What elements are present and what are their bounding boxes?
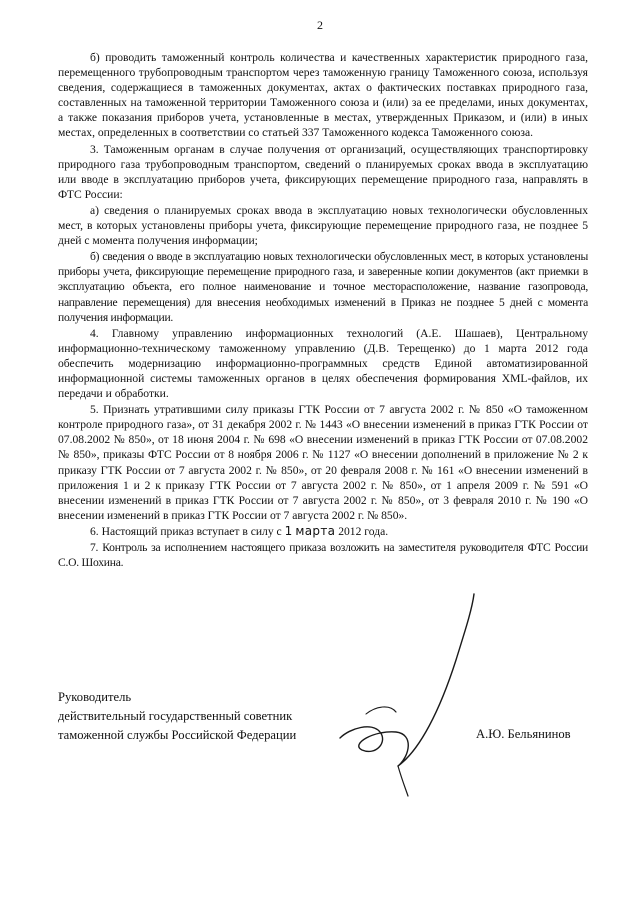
paragraph-2b: б) проводить таможенный контроль количества и качественных характеристик природного газа, перемещенного трубопроводным транспортом через таможенную границу Таможенного союза, используя сведения, содержащиеся в таможенных документах, актах о фактических поставках природного газа, составленных на таможенной территории Таможенного союза и (или) за ее пределами, иных документах, а также показания приборов учета, установленные в местах, утвержденных Приказом, и (или) в иных местах, определенных в соответствии со статьей 337 Таможенного кодекса Таможенного союза. xyxy=(58,51,588,140)
handwritten-signature xyxy=(336,590,476,800)
signer-rank-line1: действительный государственный советник xyxy=(58,709,293,723)
paragraph-3a: а) сведения о планируемых сроках ввода в эксплуатацию новых технологически обусловленных мест, в которых установлены приборы учета, фиксирующие перемещение природного газа, не позднее 5 дней с момента получения информации; xyxy=(58,203,588,248)
paragraph-4: 4. Главному управлению информационных технологий (А.Е. Шашаев), Центральному информационно-техническому таможенному управлению (Д.В. Терещенко) до 1 марта 2012 года обеспечить модернизацию информационно-программных средств Единой автоматизированной информационной системы таможенных органов в целях обеспечения формирования XML-файлов, их передачи и обработки. xyxy=(58,326,588,401)
effective-date-month: марта xyxy=(295,523,336,538)
page-number: 2 xyxy=(317,18,323,32)
document-body xyxy=(58,50,588,571)
paragraph-6-text: 6. Настоящий приказ вступает в силу с xyxy=(90,524,285,538)
signature-block xyxy=(58,688,328,745)
signer-name: А.Ю. Бельянинов xyxy=(476,727,571,741)
signer-rank-line2: таможенной службы Российской Федерации xyxy=(58,728,297,742)
paragraph-3: 3. Таможенным органам в случае получения от организаций, осуществляющих транспортировку природного газа трубопроводным транспортом, сведений о планируемых сроках ввода в эксплуатацию или вводе в эксплуатацию приборов учета, фиксирующих перемещение природного газа, направлять в ФТС России: xyxy=(58,142,588,201)
effective-date-day: 1 xyxy=(284,523,293,538)
paragraph-6-year: 2012 года. xyxy=(335,524,389,538)
paragraph-6 xyxy=(58,524,588,539)
paragraph-5: 5. Признать утратившими силу приказы ГТК России от 7 августа 2002 г. № 850 «О таможенном контроле природного газа», от 31 декабря 2002 г. № 1443 «О внесении изменений в приказ ГТК России от 07.08.2002 № 850», от 18 июня 2004 г. № 698 «О внесении изменений в приказ ГТК России от 07.08.2002 № 850», приказы ФТС России от 8 ноября 2006 г. № 1127 «О внесении дополнений в приложение № 2 к приказу ГТК России от 7 августа 2002 г. № 850», от 20 февраля 2008 г. № 161 «О внесении изменений в приложения 1 и 2 к приказу ГТК России от 7 августа 2002 г. № 850», от 1 апреля 2009 г. № 591 «О внесении изменений в приказ ГТК России от 7 августа 2002 г. № 850», от 3 февраля 2010 г. № 190 «О внесении изменений в приказ ГТК России от 7 августа 2002 г. № 850». xyxy=(58,403,588,522)
paragraph-7: 7. Контроль за исполнением настоящего приказа возложить на заместителя руководителя ФТС России С.О. Шохина. xyxy=(58,541,588,570)
paragraph-3b: б) сведения о вводе в эксплуатацию новых технологически обусловленных мест, в которых установлены приборы учета, фиксирующие перемещение природного газа, и заверенные копии документов (акт приемки в эксплуатацию объекта, его полное наименование и точное месторасположение, название газопровода, направление перемещения) для внесения необходимых изменений в Приказ не позднее 5 дней с момента получения информации. xyxy=(58,250,588,324)
signer-title: Руководитель xyxy=(58,690,132,704)
